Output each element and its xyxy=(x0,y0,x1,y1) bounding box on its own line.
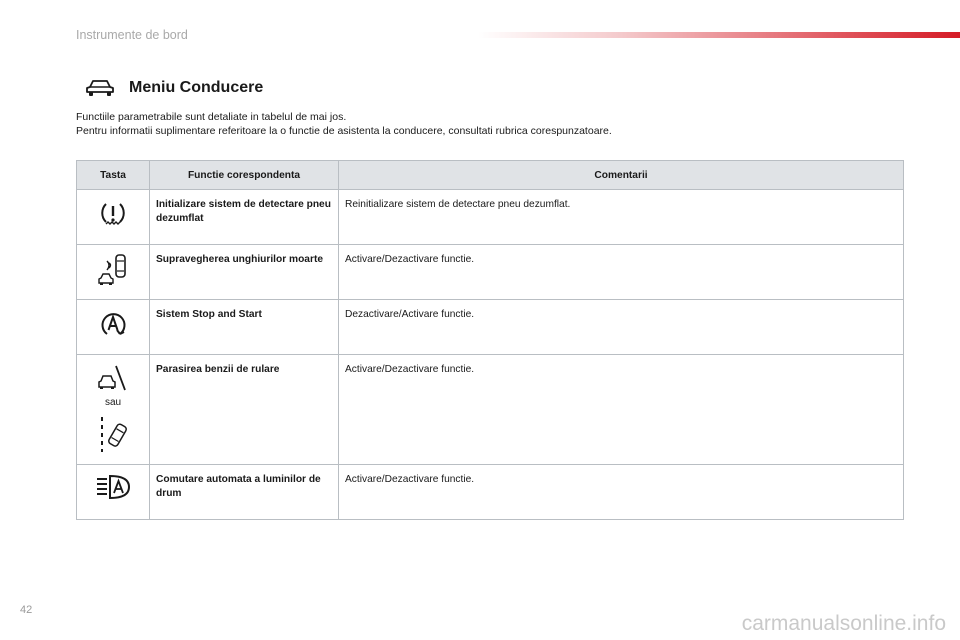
key-cell xyxy=(77,245,150,300)
tire-pressure-warning-icon xyxy=(98,198,128,228)
blind-spot-monitoring-icon xyxy=(96,253,130,287)
comment-cell: Reinitializare sistem de detectare pneu dezumflat. xyxy=(339,190,904,245)
lane-departure-alt-icon xyxy=(96,414,130,454)
table-header-row xyxy=(77,161,904,190)
key-cell xyxy=(77,300,150,355)
table-row xyxy=(77,465,904,520)
watermark: carmanualsonline.info xyxy=(741,612,946,635)
page-number: 42 xyxy=(20,604,33,616)
key-cell xyxy=(77,190,150,245)
intro-text xyxy=(76,110,612,138)
page-title: Meniu Conducere xyxy=(129,79,264,96)
section-header: Instrumente de bord xyxy=(76,28,188,42)
function-cell: Comutare automata a luminilor de drum xyxy=(150,465,339,520)
table-row xyxy=(77,355,904,465)
function-cell: Sistem Stop and Start xyxy=(150,300,339,355)
car-icon xyxy=(84,77,116,99)
key-cell xyxy=(77,355,150,465)
function-cell: Initializare sistem de detectare pneu dezumflat xyxy=(150,190,339,245)
key-cell xyxy=(77,465,150,520)
header-accent-bar xyxy=(478,32,960,38)
function-cell: Supravegherea unghiurilor moarte xyxy=(150,245,339,300)
intro-line-1: Functiile parametrabile sunt detaliate in tabelul de mai jos. xyxy=(76,111,347,123)
comment-cell: Activare/Dezactivare functie. xyxy=(339,465,904,520)
settings-table xyxy=(76,160,904,520)
stop-start-icon xyxy=(98,308,128,342)
comment-cell: Activare/Dezactivare functie. xyxy=(339,245,904,300)
alternative-separator: sau xyxy=(104,397,122,408)
automatic-high-beam-icon xyxy=(95,473,131,501)
comment-cell: Dezactivare/Activare functie. xyxy=(339,300,904,355)
table-row xyxy=(77,245,904,300)
column-header-function: Functie corespondenta xyxy=(150,161,339,190)
column-header-key: Tasta xyxy=(77,161,150,190)
column-header-comments: Comentarii xyxy=(339,161,904,190)
table-row xyxy=(77,190,904,245)
intro-line-2: Pentru informatii suplimentare referitoare la o functie de asistenta la conducere, consultati rubrica corespunzatoare. xyxy=(76,125,612,137)
function-cell: Parasirea benzii de rulare xyxy=(150,355,339,465)
comment-cell: Activare/Dezactivare functie. xyxy=(339,355,904,465)
lane-departure-icon xyxy=(96,363,130,393)
title-row xyxy=(84,77,263,99)
table-row xyxy=(77,300,904,355)
